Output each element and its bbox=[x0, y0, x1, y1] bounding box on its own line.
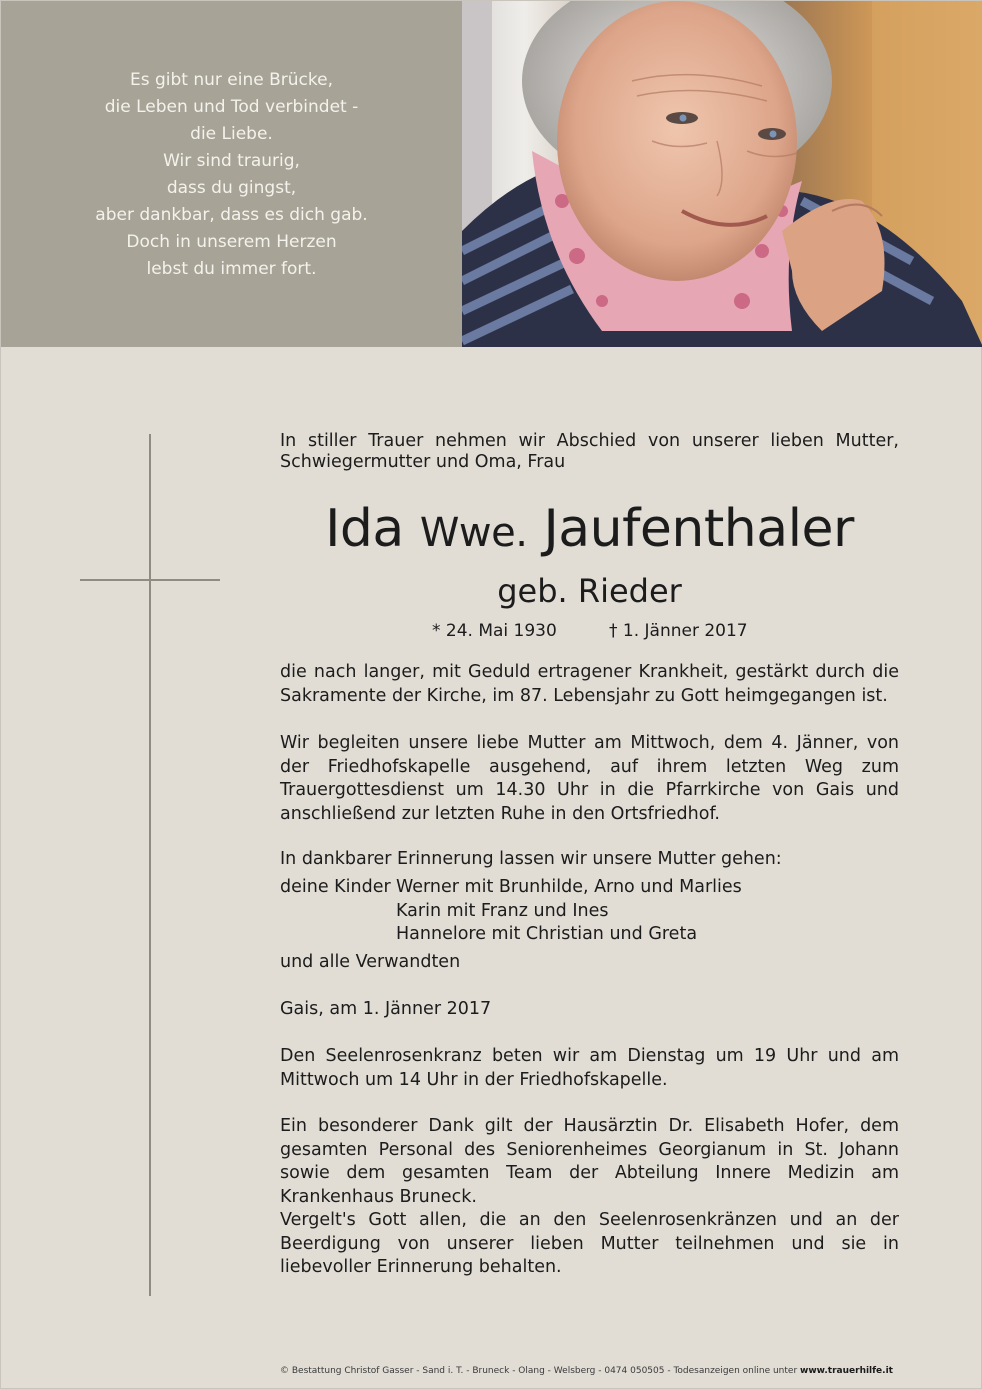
place-date: Gais, am 1. Jänner 2017 bbox=[280, 999, 492, 1019]
cross-horizontal-bar bbox=[80, 579, 220, 581]
birth-date: * 24. Mai 1930 bbox=[432, 621, 557, 641]
children-label: deine Kinder bbox=[280, 877, 391, 897]
poem-line: Doch in unserem Herzen bbox=[126, 232, 337, 252]
family-row bbox=[280, 900, 899, 924]
poem-line: aber dankbar, dass es dich gab. bbox=[95, 205, 368, 225]
family-list bbox=[280, 876, 899, 947]
illness-paragraph: die nach langer, mit Geduld ertragener Krankheit, gestärkt durch die Sakramente der Kirche, im 87. Lebensjahr zu Gott heimgegangen ist. bbox=[280, 662, 899, 706]
footer bbox=[280, 1365, 929, 1377]
first-name: Ida bbox=[325, 499, 404, 559]
intro-text: In stiller Trauer nehmen wir Abschied von unserer lieben Mutter, Schwiegermutter und Oma, Frau bbox=[280, 431, 899, 472]
family-row bbox=[280, 876, 899, 900]
footer-text: © Bestattung Christof Gasser - Sand i. T. - Bruneck - Olang - Welsberg - 0474 050505 - Todesanzeigen online unter bbox=[280, 1366, 801, 1376]
maiden-name: geb. Rieder bbox=[497, 572, 682, 610]
rosary-paragraph: Den Seelenrosenkranz beten wir am Dienstag um 19 Uhr und am Mittwoch um 14 Uhr in der Friedhofskapelle. bbox=[280, 1046, 899, 1090]
vergelts-paragraph: Vergelt's Gott allen, die an den Seelenrosenkränzen und an der Beerdigung von unserer lieben Mutter teilnehmen und sie in liebevoller Erinnerung behalten. bbox=[280, 1210, 899, 1277]
poem bbox=[1, 67, 462, 283]
child-entry: Karin mit Franz und Ines bbox=[396, 900, 609, 921]
poem-line: dass du gingst, bbox=[166, 178, 297, 198]
portrait-photo bbox=[462, 1, 982, 347]
child-entry: Werner mit Brunhilde, Arno und Marlies bbox=[396, 877, 742, 897]
poem-line: lebst du immer fort. bbox=[146, 259, 317, 279]
poem-line: Wir sind traurig, bbox=[163, 151, 300, 171]
poem-line: die Liebe. bbox=[190, 124, 273, 144]
funeral-paragraph: Wir begleiten unsere liebe Mutter am Mittwoch, dem 4. Jänner, von der Friedhofskapelle ausgehend, auf ihrem letzten Weg zum Trauergottesdienst um 14.30 Uhr in die Pfarrkirche von Gais und anschließend zur letzten Ruhe in den Ortsfriedhof. bbox=[280, 733, 899, 824]
poem-line: Es gibt nur eine Brücke, bbox=[129, 70, 333, 90]
cross-vertical-bar bbox=[149, 434, 151, 1296]
deceased-name bbox=[280, 494, 899, 568]
poem-box bbox=[1, 1, 462, 347]
memory-line: In dankbarer Erinnerung lassen wir unsere Mutter gehen: bbox=[280, 849, 782, 869]
footer-link[interactable]: www.trauerhilfe.it bbox=[800, 1366, 893, 1376]
widow-title: Wwe. bbox=[419, 510, 528, 556]
relatives-line: und alle Verwandten bbox=[280, 952, 461, 972]
death-date: † 1. Jänner 2017 bbox=[609, 621, 748, 641]
thanks-paragraph: Ein besonderer Dank gilt der Hausärztin Dr. Elisabeth Hofer, dem gesamten Personal des Seniorenheimes Georgianum in St. Johann sowie dem gesamten Team der Abteilung Innere Medizin am Krankenhaus Bruneck. bbox=[280, 1116, 899, 1207]
poem-line: die Leben und Tod verbindet - bbox=[104, 97, 359, 117]
family-row bbox=[280, 923, 899, 947]
child-entry: Hannelore mit Christian und Greta bbox=[396, 924, 698, 944]
last-name: Jaufenthaler bbox=[543, 499, 854, 559]
